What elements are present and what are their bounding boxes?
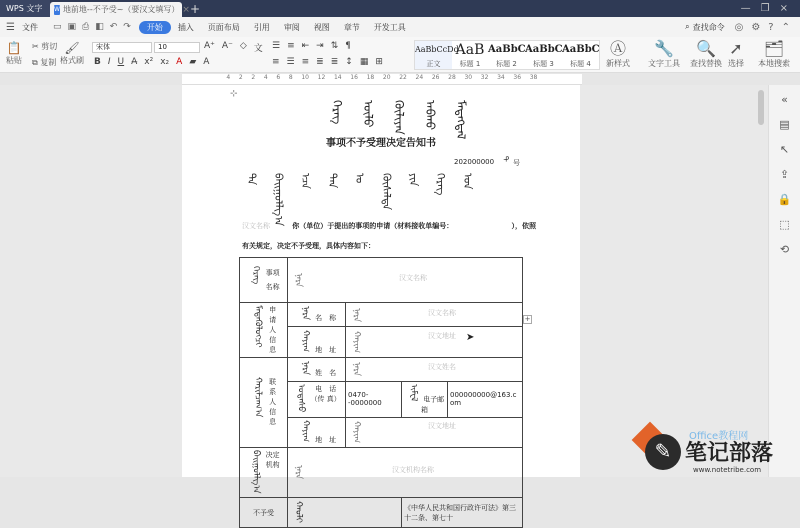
mongol-word: ᠮᠡᠳᠡᠭᠳᠡᠯ — [454, 100, 468, 140]
select-label: 选择 — [728, 59, 744, 68]
paste-label: 粘贴 — [6, 56, 22, 65]
share-icon[interactable]: ⇪ — [779, 168, 790, 181]
style-heading-4-name: 标题 4 — [570, 60, 591, 68]
email-value: 000000000@163.com — [450, 391, 517, 408]
mongol-word: ᠤ — [353, 173, 366, 184]
text-tools-label: 文字工具 — [648, 59, 680, 68]
justify-icon[interactable]: ≣ — [316, 57, 324, 67]
phone-value-cell[interactable] — [346, 382, 402, 418]
table-row — [240, 303, 523, 327]
ruler-tick: 30 — [464, 74, 473, 81]
ruler-tick: 6 — [276, 74, 281, 81]
applicant-address-cell[interactable] — [346, 327, 523, 358]
mongol-label: ᠬᠠᠷᠢᠯᠴᠠᠭ᠎ᠠ — [252, 377, 263, 418]
format-painter-icon: 🖌 — [64, 41, 80, 55]
mongol-word: ᠦᠯᠦ — [361, 100, 375, 128]
style-normal-name: 正文 — [426, 60, 441, 68]
menu-references[interactable]: 引用 — [253, 22, 270, 32]
name-label-cell — [288, 303, 346, 327]
border-icon[interactable]: ⊞ — [375, 57, 383, 67]
style-heading-3-sample: AaBbC — [525, 44, 563, 55]
site-watermark — [645, 432, 800, 477]
distributed-icon[interactable]: ≣ — [330, 57, 339, 67]
maximize-button[interactable]: ❐ — [760, 3, 770, 14]
format-painter-button[interactable] — [60, 41, 84, 66]
phone-label — [311, 384, 341, 404]
add-row-button[interactable]: + — [524, 315, 531, 323]
applicant-name-placeholder: 汉文名称 — [242, 222, 270, 230]
applicant-name-cell[interactable] — [346, 303, 523, 327]
align-right-icon[interactable]: ≡ — [301, 57, 310, 67]
font-size-select[interactable]: 10 — [154, 42, 200, 53]
reason-text: 《中华人民共和国行政许可法》第三十二条、第七十 — [404, 503, 516, 522]
folder-search-icon: 🗂 — [763, 39, 785, 58]
contact-label: 联系人信息 — [269, 378, 277, 427]
menu-file[interactable]: 文件 — [21, 22, 38, 32]
wrench-icon: 🔧 — [654, 39, 674, 58]
pinyin-icon[interactable]: 文 — [253, 44, 263, 54]
item-label-line-2: 名称 — [265, 283, 280, 291]
mongol-word: ᠲᠠᠨ — [326, 173, 339, 189]
ruler-tick: 10 — [301, 74, 309, 81]
ruler-tick: 8 — [288, 74, 293, 81]
hamburger-icon[interactable]: ☰ — [6, 21, 15, 33]
select-button[interactable] — [728, 40, 744, 69]
mongol-label: ᠮᠡᠳᠡᠭᠦᠯᠦᠭᠴᠢ — [252, 305, 263, 348]
style-heading-3-name: 标题 3 — [533, 60, 554, 68]
preview-icon[interactable]: ◧ — [95, 22, 104, 32]
paragraph-tools-top — [272, 41, 351, 51]
document-title: 事项不予受理决定告知书 — [326, 138, 436, 149]
redo-icon[interactable]: ↷ — [123, 22, 131, 32]
contact-address-label-cell — [288, 417, 346, 447]
title-bar — [0, 0, 800, 17]
style-heading-4-sample: AaBbC — [562, 44, 600, 55]
menu-page-layout[interactable]: 页面布局 — [207, 22, 240, 32]
horizontal-ruler[interactable] — [182, 74, 582, 85]
item-name-cell[interactable] — [288, 258, 523, 303]
help-icon[interactable]: ? — [768, 21, 774, 33]
information-table — [239, 257, 523, 528]
body-line-1 — [242, 221, 536, 231]
scrollbar-thumb[interactable] — [758, 90, 764, 125]
style-heading-2-name: 标题 2 — [496, 60, 517, 68]
copy-button[interactable] — [32, 57, 56, 68]
mongol-word: ᠬᠡᠷᠡᠭ — [434, 173, 447, 196]
quick-access-toolbar — [53, 22, 131, 32]
menu-insert[interactable]: 插入 — [177, 22, 194, 32]
account-icon[interactable]: ◎ — [734, 21, 744, 33]
ruler-tick: 12 — [317, 74, 326, 81]
italic-icon[interactable]: I — [107, 57, 111, 67]
window-controls — [741, 3, 788, 14]
mongol-word: ᠡᠴᠡ — [299, 173, 312, 189]
char-shading-icon[interactable]: A — [203, 57, 210, 67]
org-name-cell[interactable] — [288, 447, 523, 498]
sort-icon[interactable]: ⇅ — [330, 41, 339, 51]
copy-label: 复制 — [40, 58, 57, 67]
name-label: 名 称 — [315, 314, 337, 323]
mongol-field: ᠨᠡᠷᠡ — [293, 465, 303, 480]
contact-label-cell — [240, 358, 288, 448]
numbering-icon[interactable]: ≡ — [287, 41, 295, 51]
table-row — [240, 447, 523, 498]
font-name-select[interactable]: 宋体 — [92, 42, 152, 53]
mongol-word: ᠬᠡᠷᠡᠭ — [330, 100, 344, 125]
table-row — [240, 498, 523, 528]
collapse-ribbon-icon[interactable]: ⌃ — [781, 21, 790, 33]
mongol-label: ᠬᠠᠶᠢᠭ — [299, 419, 310, 442]
ruler-tick: 4 — [263, 74, 268, 81]
ruler-tick: 24 — [415, 74, 424, 81]
open-icon[interactable]: ▭ — [52, 22, 62, 32]
style-normal-sample: AaBbCcDd — [415, 45, 459, 54]
address-label: 地 址 — [315, 345, 337, 354]
mongol-field: ᠬᠠᠶᠢᠭ — [351, 331, 361, 354]
menu-review[interactable]: 审阅 — [283, 22, 300, 32]
style-heading-1-sample: AaB — [455, 42, 485, 58]
style-heading-1[interactable] — [452, 41, 488, 69]
body-line-2: 有关规定，决定不予受理，具体内容如下： — [242, 242, 375, 250]
table-row — [240, 358, 523, 382]
mongol-word: ᠠᠪᠬᠤ — [423, 100, 437, 130]
phone-label-line-2: （传 真） — [310, 395, 341, 403]
bold-icon[interactable]: B — [94, 57, 101, 67]
highlight-icon[interactable]: ▰ — [189, 57, 197, 67]
style-heading-3[interactable] — [525, 41, 562, 69]
undo-icon[interactable]: ↶ — [109, 22, 118, 32]
item-name-label — [266, 266, 280, 294]
applicant-address-placeholder: 汉文地址 — [428, 332, 456, 341]
contact-address-placeholder: 汉文地址 — [428, 422, 456, 431]
mongol-word: ᠬᠦᠰᠡᠯᠲᠡ — [380, 173, 393, 211]
style-normal[interactable] — [415, 41, 459, 69]
local-search-label: 本地搜索 — [758, 59, 790, 68]
mongol-word: ᠤᠨ — [461, 173, 474, 190]
org-label-line-2: 机构 — [265, 460, 280, 469]
mongol-label: ᠤᠲᠠᠰᠤ — [295, 384, 306, 413]
ribbon-toolbar — [0, 37, 800, 73]
line-spacing-icon[interactable]: ↕ — [345, 57, 353, 67]
person-label-cell — [288, 358, 346, 382]
close-tab-icon[interactable]: × — [182, 4, 190, 15]
mongol-label: ᠨᠡᠷᠡ — [299, 360, 310, 376]
watermark-title: 笔记部落 — [685, 441, 774, 466]
contact-name-placeholder: 汉文姓名 — [428, 363, 456, 372]
email-label-cell — [402, 382, 448, 418]
mongol-label: ᠨᠡᠷᠡ — [299, 306, 310, 321]
text-tools-button[interactable] — [648, 40, 680, 69]
align-center-icon[interactable]: ☰ — [286, 57, 295, 67]
mongol-field: ᠨᠡᠷᠡ — [351, 307, 361, 322]
ruler-tick: 2 — [251, 74, 256, 81]
mongol-word: ᠶᠢᠨ — [407, 173, 420, 187]
org-label-line-1: 决定 — [265, 450, 280, 459]
mongol-word: ᠲᠠ — [245, 173, 258, 186]
search-icon: ⌕ — [685, 22, 690, 31]
mongol-field: ᠨᠡᠷᠡ — [351, 362, 361, 377]
document-tab[interactable] — [50, 2, 190, 17]
shading-icon[interactable]: ▦ — [359, 57, 369, 67]
ruler-tick: 38 — [529, 74, 538, 81]
find-replace-label: 查找替换 — [690, 59, 722, 68]
table-move-handle-icon[interactable]: ⊹ — [230, 89, 238, 99]
ruler-tick: 4 — [226, 74, 231, 81]
contact-address-label: 地 址 — [315, 435, 337, 444]
ruler-tick: 18 — [366, 74, 375, 81]
reason-mongol-cell[interactable] — [288, 498, 402, 528]
style-heading-2[interactable] — [488, 41, 525, 69]
wps-app-tab[interactable]: WPS 文字 — [0, 0, 50, 17]
watermark-url: www.notetribe.com — [693, 466, 762, 474]
new-style-button[interactable] — [606, 40, 630, 69]
person-label: 姓 名 — [315, 369, 337, 378]
org-label-cell — [240, 447, 288, 498]
cut-icon: ✂ — [32, 42, 39, 51]
pen-badge-icon: ✎ — [645, 434, 681, 470]
align-left-icon[interactable]: ≡ — [272, 57, 280, 67]
new-style-label: 新样式 — [606, 59, 630, 68]
body-line-1-end: ），依照 — [511, 222, 536, 230]
paste-button[interactable] — [6, 41, 22, 66]
style-heading-1-name: 标题 1 — [459, 60, 481, 68]
body-line-1-text: 你（单位）于提出的事项的申请（材料接收单编号： — [292, 222, 454, 230]
mongol-label: ᠬᠠᠶᠢᠭ — [299, 329, 310, 352]
font-format-tools — [94, 57, 209, 67]
ruler-tick: 28 — [448, 74, 456, 81]
decrease-indent-icon[interactable]: ⇤ — [301, 41, 310, 51]
command-search[interactable] — [685, 22, 724, 33]
document-page[interactable] — [182, 85, 580, 523]
collapse-sidebar-icon[interactable]: « — [781, 93, 788, 106]
lock-icon[interactable]: 🔒 — [777, 193, 792, 206]
menu-bar — [0, 17, 800, 37]
applicant-name-placeholder: 汉文名称 — [428, 308, 456, 317]
pointer-icon: ➚ — [729, 39, 743, 58]
email-label: 电子邮箱 — [421, 395, 445, 414]
ruler-tick: 36 — [513, 74, 522, 81]
cursor-select-icon[interactable]: ↖ — [779, 143, 790, 156]
document-icon: W — [54, 5, 60, 13]
ruler-tick: 22 — [399, 74, 407, 81]
paragraph-tools-bottom — [272, 57, 383, 67]
item-name-placeholder: 汉文名称 — [399, 273, 427, 282]
applicant-label-cell — [240, 303, 288, 358]
command-search-label: 查找命令 — [692, 22, 725, 32]
applicant-label: 申请人信息 — [269, 306, 277, 354]
underline-icon[interactable]: U — [117, 57, 125, 67]
bullets-icon[interactable]: ☰ — [272, 41, 281, 51]
mongol-label: ᠢᠮᠧᠯ — [407, 384, 418, 402]
mongol-field: ᠬᠠᠤᠯᠢ — [293, 500, 303, 523]
clear-format-icon[interactable]: ◇ — [239, 41, 247, 51]
cut-label: 剪切 — [41, 42, 58, 51]
copy-icon: ⧉ — [32, 58, 38, 67]
email-value-cell[interactable] — [448, 382, 523, 418]
ruler-tick: 14 — [333, 74, 342, 81]
grow-font-icon[interactable]: A⁺ — [204, 41, 215, 51]
org-label — [266, 450, 280, 470]
superscript-icon[interactable]: x² — [144, 57, 154, 67]
shrink-font-icon[interactable]: A⁻ — [221, 41, 233, 51]
document-number: 202000000 — [454, 158, 495, 166]
phone-value: 0470--0000000 — [348, 391, 382, 408]
document-number-suffix: 号 — [513, 159, 520, 167]
font-color-icon[interactable]: A — [176, 57, 183, 67]
format-painter-label: 格式刷 — [60, 56, 84, 65]
style-gallery — [414, 40, 600, 70]
mongol-label: ᠪᠠᠢᠭᠤᠯᠯᠭ᠎ᠠ — [250, 449, 261, 494]
org-name-placeholder: 汉文机构名称 — [392, 466, 434, 475]
document-area — [0, 85, 768, 523]
document-number-mark: ᠳ᠋ — [501, 156, 510, 162]
menu-developer[interactable]: 开发工具 — [373, 22, 406, 32]
mongolian-body — [242, 173, 477, 226]
minimize-button[interactable]: — — [740, 3, 751, 14]
save-icon[interactable]: ▣ — [67, 22, 76, 32]
close-window-button[interactable]: × — [779, 3, 788, 14]
new-tab-button[interactable]: + — [190, 1, 201, 16]
magnifier-icon: 🔍 — [696, 39, 716, 58]
paste-icon: 📋 — [6, 41, 22, 55]
menu-right-icons — [735, 22, 790, 33]
menu-home[interactable]: 开始 — [139, 21, 171, 34]
phone-label-cell — [288, 382, 346, 418]
menu-view[interactable]: 视图 — [313, 22, 330, 32]
font-size-tools — [204, 41, 263, 54]
strikethrough-icon[interactable]: A̶ — [131, 57, 138, 67]
mouse-cursor-icon: ➤ — [466, 332, 475, 343]
find-replace-button[interactable] — [690, 40, 722, 69]
mongol-word: ᠬᠦᠯᠢᠶᠡᠨ — [392, 100, 406, 135]
reason-text-cell[interactable] — [402, 498, 523, 528]
ruler-tick: 32 — [480, 74, 489, 81]
increase-indent-icon[interactable]: ⇥ — [316, 41, 324, 51]
ruler-tick: 20 — [382, 74, 391, 81]
reason-label: 不予受 — [253, 508, 274, 517]
ruler-tick: 26 — [431, 74, 440, 81]
address-label-cell — [288, 327, 346, 358]
item-name-label-cell — [240, 258, 288, 303]
settings-icon[interactable]: ⚙ — [751, 21, 761, 33]
subscript-icon[interactable]: x₂ — [160, 57, 170, 67]
table-row — [240, 258, 523, 303]
styles-pane-icon[interactable]: ▤ — [779, 118, 790, 131]
document-tab-title: 地前地--不予受~（要汉文填写） — [62, 5, 180, 14]
print-icon[interactable]: ⎙ — [82, 22, 90, 32]
mongol-label: ᠬᠡᠷᠡᠭ — [250, 266, 261, 285]
office-watermark-text: Office教程网 — [689, 431, 749, 442]
history-icon[interactable]: ⟲ — [779, 243, 790, 256]
phone-label-line-1: 电 话 — [315, 385, 337, 393]
contact-address-cell[interactable] — [346, 417, 523, 447]
new-style-icon: Ⓐ — [609, 39, 626, 58]
ruler-tick: 2 — [238, 74, 243, 81]
right-sidebar — [768, 85, 800, 477]
contact-name-cell[interactable] — [346, 358, 523, 382]
limits-icon[interactable]: ⬚ — [779, 218, 790, 231]
style-heading-2-sample: AaBbC — [488, 44, 526, 55]
cut-button[interactable] — [32, 41, 57, 52]
mongol-field: ᠨᠡᠷᠡ — [293, 272, 303, 288]
style-heading-4[interactable] — [562, 41, 599, 69]
ruler-tick: 16 — [350, 74, 358, 81]
mongol-word: ᠪᠠᠢᠭᠤᠯᠯᠭ᠎ᠠ — [272, 173, 285, 227]
item-label-line-1: 事项 — [265, 269, 280, 277]
menu-sections[interactable]: 章节 — [343, 22, 360, 32]
reason-label-cell — [240, 498, 288, 528]
local-search-button[interactable] — [758, 40, 790, 69]
ruler-tick: 34 — [497, 74, 505, 81]
mongol-field: ᠬᠠᠶᠢᠭ — [351, 421, 361, 444]
show-marks-icon[interactable]: ¶ — [345, 41, 351, 51]
